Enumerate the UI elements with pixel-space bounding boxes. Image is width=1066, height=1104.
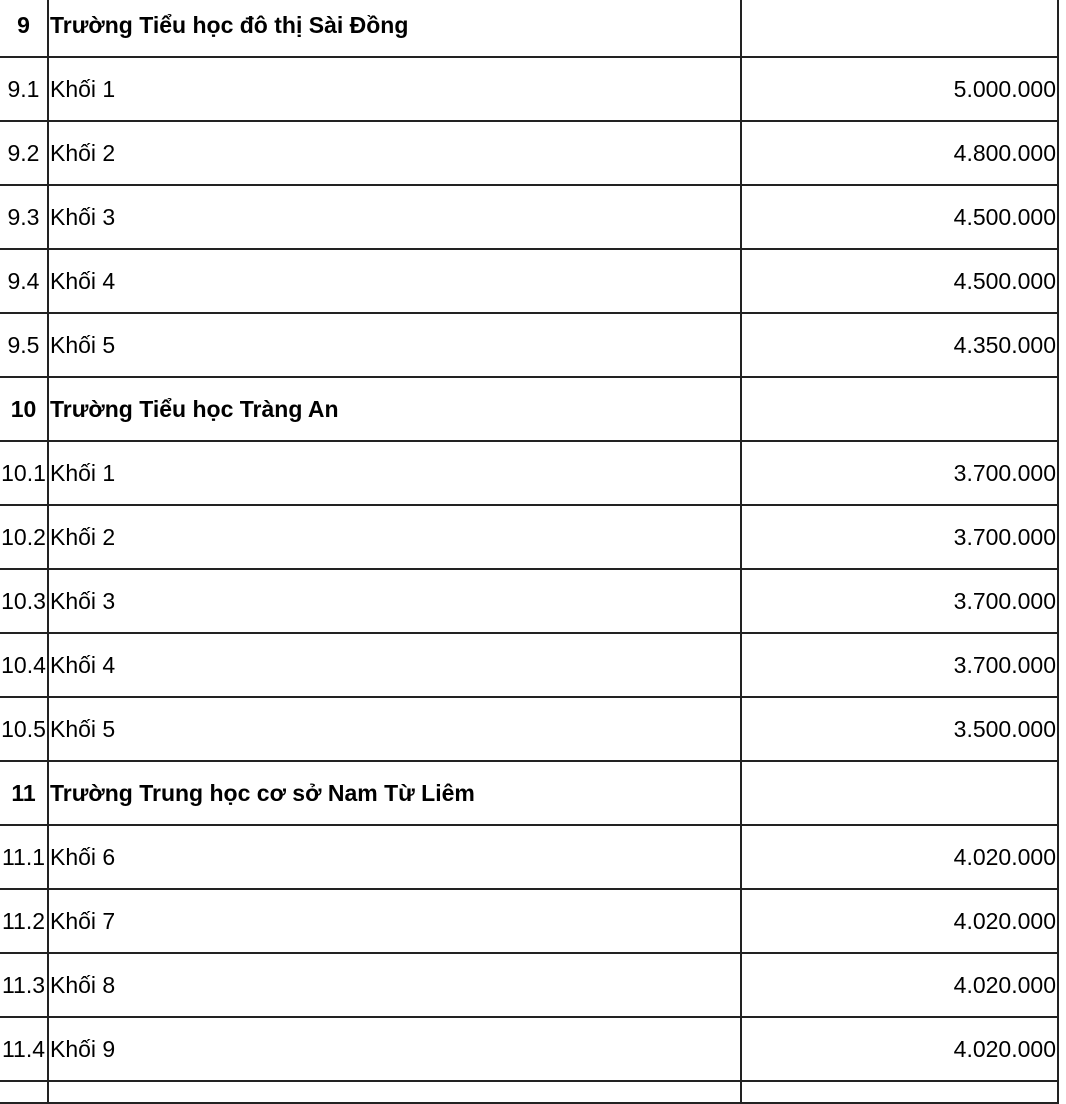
fee-amount: 3.700.000: [741, 505, 1058, 569]
grade-row: [0, 825, 1058, 889]
row-number: 10.1: [0, 441, 48, 505]
grade-name: Khối 2: [48, 505, 741, 569]
row-number: [0, 1081, 48, 1103]
fee-amount: 4.020.000: [741, 825, 1058, 889]
school-name: Trường Tiểu học đô thị Sài Đồng: [48, 0, 741, 57]
grade-row: [0, 633, 1058, 697]
grade-row: [0, 953, 1058, 1017]
fee-amount: [741, 761, 1058, 825]
grade-name: Khối 5: [48, 313, 741, 377]
grade-row: [0, 121, 1058, 185]
fee-amount: 4.020.000: [741, 953, 1058, 1017]
row-number: 11.1: [0, 825, 48, 889]
grade-row: [0, 57, 1058, 121]
grade-name: Khối 4: [48, 249, 741, 313]
fee-amount: 3.700.000: [741, 633, 1058, 697]
row-number: 9.2: [0, 121, 48, 185]
fee-amount: [741, 1081, 1058, 1103]
grade-name: Khối 3: [48, 185, 741, 249]
grade-row: [0, 697, 1058, 761]
row-number: 10.3: [0, 569, 48, 633]
grade-name: Khối 6: [48, 825, 741, 889]
fee-amount: 3.700.000: [741, 441, 1058, 505]
grade-name: Khối 9: [48, 1017, 741, 1081]
grade-row: [0, 569, 1058, 633]
fee-amount: [741, 0, 1058, 57]
next-row-partial: [0, 1081, 1058, 1103]
fee-amount: 3.500.000: [741, 697, 1058, 761]
grade-row: [0, 441, 1058, 505]
fee-amount: [741, 377, 1058, 441]
row-number: 11.3: [0, 953, 48, 1017]
fee-amount: 4.020.000: [741, 1017, 1058, 1081]
row-number: 9.5: [0, 313, 48, 377]
fee-amount: 3.700.000: [741, 569, 1058, 633]
row-number: 11.2: [0, 889, 48, 953]
grade-name: Khối 4: [48, 633, 741, 697]
grade-row: [0, 505, 1058, 569]
row-number: 11.4: [0, 1017, 48, 1081]
grade-row: [0, 889, 1058, 953]
grade-name: Khối 1: [48, 57, 741, 121]
row-number: 10.2: [0, 505, 48, 569]
school-name: Trường Trung học cơ sở Nam Từ Liêm: [48, 761, 741, 825]
school-row: [0, 377, 1058, 441]
row-number: 10: [0, 377, 48, 441]
grade-name: Khối 1: [48, 441, 741, 505]
fee-amount: 4.020.000: [741, 889, 1058, 953]
fee-amount: 4.800.000: [741, 121, 1058, 185]
row-number: 9: [0, 0, 48, 57]
school-row: [0, 761, 1058, 825]
row-number: 11: [0, 761, 48, 825]
school-name: Trường Tiểu học Tràng An: [48, 377, 741, 441]
grade-name: Khối 2: [48, 121, 741, 185]
fee-amount: 5.000.000: [741, 57, 1058, 121]
grade-row: [0, 1017, 1058, 1081]
grade-name: [48, 1081, 741, 1103]
row-number: 9.4: [0, 249, 48, 313]
grade-name: Khối 5: [48, 697, 741, 761]
row-number: 9.3: [0, 185, 48, 249]
grade-name: Khối 3: [48, 569, 741, 633]
school-row: [0, 0, 1058, 57]
grade-name: Khối 7: [48, 889, 741, 953]
row-number: 10.5: [0, 697, 48, 761]
fee-amount: 4.500.000: [741, 185, 1058, 249]
grade-name: Khối 8: [48, 953, 741, 1017]
grade-row: [0, 249, 1058, 313]
grade-row: [0, 185, 1058, 249]
fee-amount: 4.350.000: [741, 313, 1058, 377]
row-number: 10.4: [0, 633, 48, 697]
grade-row: [0, 313, 1058, 377]
fee-amount: 4.500.000: [741, 249, 1058, 313]
row-number: 9.1: [0, 57, 48, 121]
